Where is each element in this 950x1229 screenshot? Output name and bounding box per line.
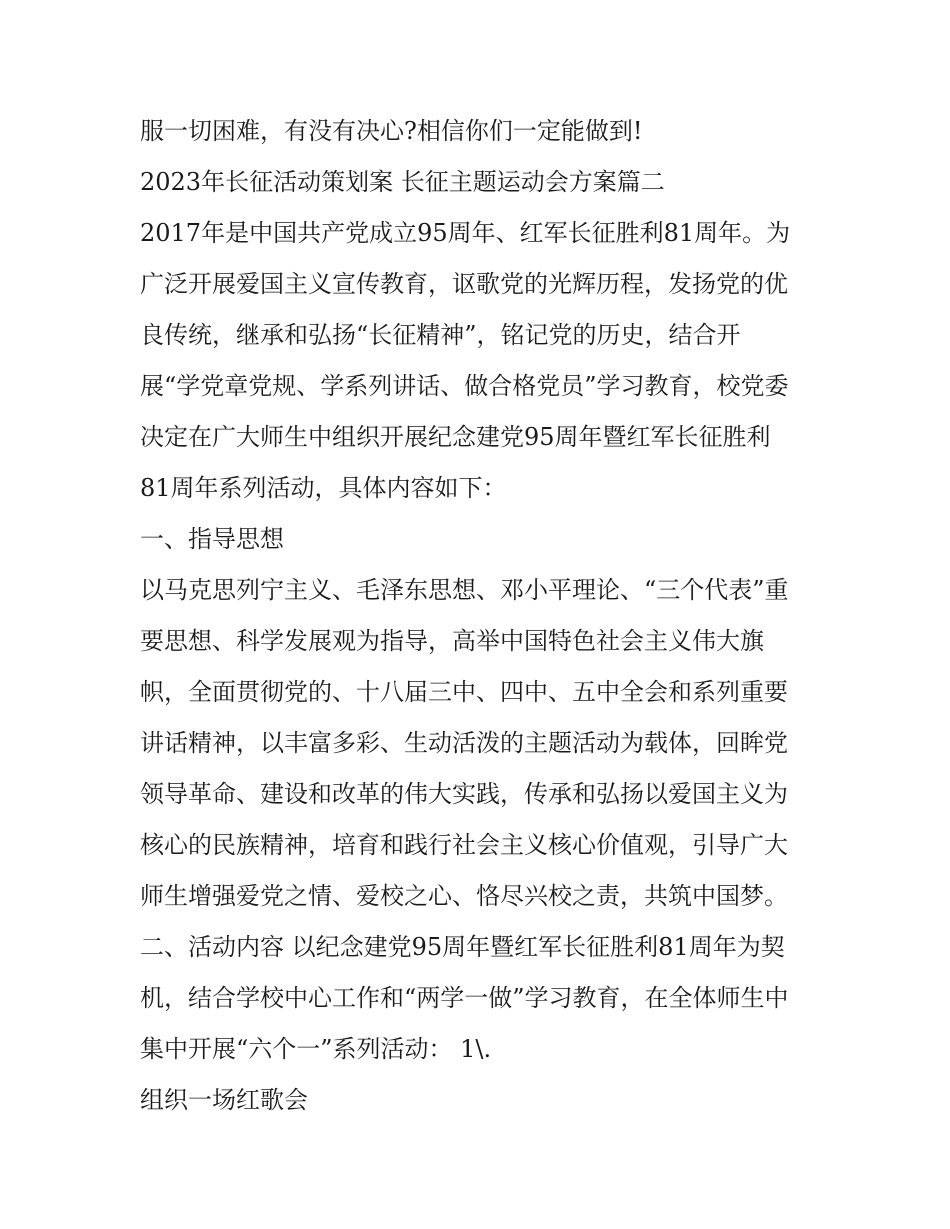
text-line: 2017年是中国共产党成立95周年、红军长征胜利81周年。为 xyxy=(140,219,791,247)
text-line: 广泛开展爱国主义宣传教育，讴歌党的光辉历程，发扬党的优 xyxy=(140,270,788,298)
text-line: 良传统，继承和弘扬“长征精神”，铭记党的历史，结合开 xyxy=(140,321,741,349)
text-line: 81周年系列活动，具体内容如下： xyxy=(140,474,507,502)
text-line: 领导革命、建设和改革的伟大实践，传承和弘扬以爱国主义为 xyxy=(140,780,788,808)
text-line: 讲话精神，以丰富多彩、生动活泼的主题活动为载体，回眸党 xyxy=(140,729,788,757)
text-line: 要思想、科学发展观为指导，高举中国特色社会主义伟大旗 xyxy=(140,627,764,655)
text-line: 组织一场红歌会 xyxy=(140,1086,308,1114)
text-line: 机，结合学校中心工作和“两学一做”学习教育，在全体师生中 xyxy=(140,984,789,1012)
text-line: 服一切困难，有没有决心?相信你们一定能做到! xyxy=(140,117,643,145)
text-line: 师生增强爱党之情、爱校之心、恪尽兴校之责，共筑中国梦。 xyxy=(140,882,788,910)
section-heading: 2023年长征活动策划案 长征主题运动会方案篇二 xyxy=(140,168,665,196)
document-body xyxy=(140,106,830,1126)
text-line: 展“学党章党规、学系列讲话、做合格党员”学习教育，校党委 xyxy=(140,372,789,400)
section-heading: 一、指导思想 xyxy=(140,525,284,553)
text-line: 集中开展“六个一”系列活动： 1\. xyxy=(140,1035,492,1063)
text-line: 以马克思列宁主义、毛泽东思想、邓小平理论、“三个代表”重 xyxy=(140,576,789,604)
section-heading: 二、活动内容 以纪念建党95周年暨红军长征胜利81周年为契 xyxy=(140,933,785,961)
text-line: 核心的民族精神，培育和践行社会主义核心价值观，引导广大 xyxy=(140,831,788,859)
text-line: 决定在广大师生中组织开展纪念建党95周年暨红军长征胜利 xyxy=(140,423,771,451)
text-line: 帜，全面贯彻党的、十八届三中、四中、五中全会和系列重要 xyxy=(140,678,788,706)
